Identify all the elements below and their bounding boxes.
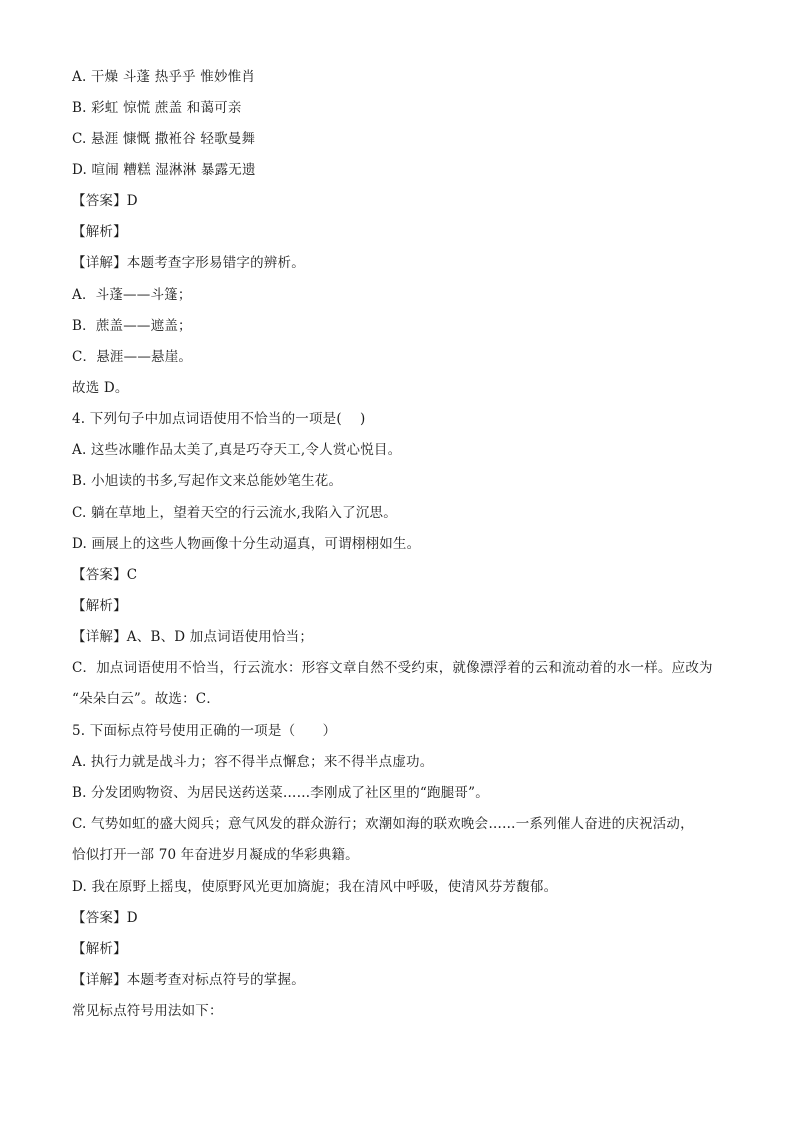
option-b-line: B. 彩虹 惊慌 蔗盖 和蔼可亲 xyxy=(72,100,242,116)
option-c-line: C. 悬涯 慷慨 撒袵谷 轻歌曼舞 xyxy=(72,131,256,147)
q4-answer-label: 【答案】C xyxy=(72,567,138,583)
q4-detail-c-cont: “朵朵白云”。故选：C． xyxy=(72,691,221,707)
detail-a: A．斗蓬——斗篷； xyxy=(72,287,192,303)
q5-option-c: C. 气势如虹的盛大阅兵；意气风发的群众游行；欢潮如海的联欢晚会……一系列催人奋进的庆祝活动， xyxy=(72,816,694,832)
analysis-label: 【解析】 xyxy=(72,224,127,240)
q4-option-c: C. 躺在草地上，望着天空的行云流水,我陷入了沉思。 xyxy=(72,505,397,521)
conclusion-text: 故选 D。 xyxy=(72,380,129,396)
q5-option-d: D. 我在原野上摇曳，使原野风光更加旖旎；我在清风中呼吸，使清风芬芳馥郁。 xyxy=(72,879,558,895)
q4-analysis-label: 【解析】 xyxy=(72,598,127,614)
option-a-line: A. 干燥 斗蓬 热乎乎 惟妙惟肖 xyxy=(72,69,256,85)
answer-label: 【答案】D xyxy=(72,193,138,209)
detail-b: B．蔗盖——遮盖； xyxy=(72,318,192,334)
q5-analysis-label: 【解析】 xyxy=(72,941,127,957)
detail-text: 【详解】本题考查字形易错字的辨析。 xyxy=(72,255,305,271)
q5-option-b: B. 分发团购物资、为居民送药送菜……李刚成了社区里的“跑腿哥”。 xyxy=(72,785,489,801)
q5-answer-label: 【答案】D xyxy=(72,910,138,926)
q4-detail-c: C．加点词语使用不恰当，行云流水：形容文章自然不受约束，就像漂浮着的云和流动着的水一样。应改为 xyxy=(72,660,713,676)
q4-detail-text: 【详解】A、B、D 加点词语使用恰当； xyxy=(72,629,314,645)
q5-common-usage: 常见标点符号用法如下： xyxy=(72,1003,223,1019)
question-4-stem: 4. 下列句子中加点词语使用不恰当的一项是( ) xyxy=(72,411,366,427)
option-d-line: D. 喧闹 糟糕 湿淋淋 暴露无遗 xyxy=(72,162,256,178)
q4-option-b: B. 小旭读的书多,写起作文来总能妙笔生花。 xyxy=(72,473,343,489)
q5-detail-text: 【详解】本题考查对标点符号的掌握。 xyxy=(72,972,305,988)
detail-c: C．悬涯——悬崖。 xyxy=(72,349,193,365)
q4-option-a: A. 这些冰雕作品太美了,真是巧夺天工,令人赏心悦目。 xyxy=(72,442,402,458)
q5-option-a: A. 执行力就是战斗力；容不得半点懈怠；来不得半点虚功。 xyxy=(72,754,434,770)
q4-option-d: D. 画展上的这些人物画像十分生动逼真，可谓栩栩如生。 xyxy=(72,536,421,552)
question-5-stem: 5. 下面标点符号使用正确的一项是（ ） xyxy=(72,723,337,739)
q5-option-c-cont: 恰似打开一部 70 年奋进岁月凝成的华彩典籍。 xyxy=(72,847,359,863)
